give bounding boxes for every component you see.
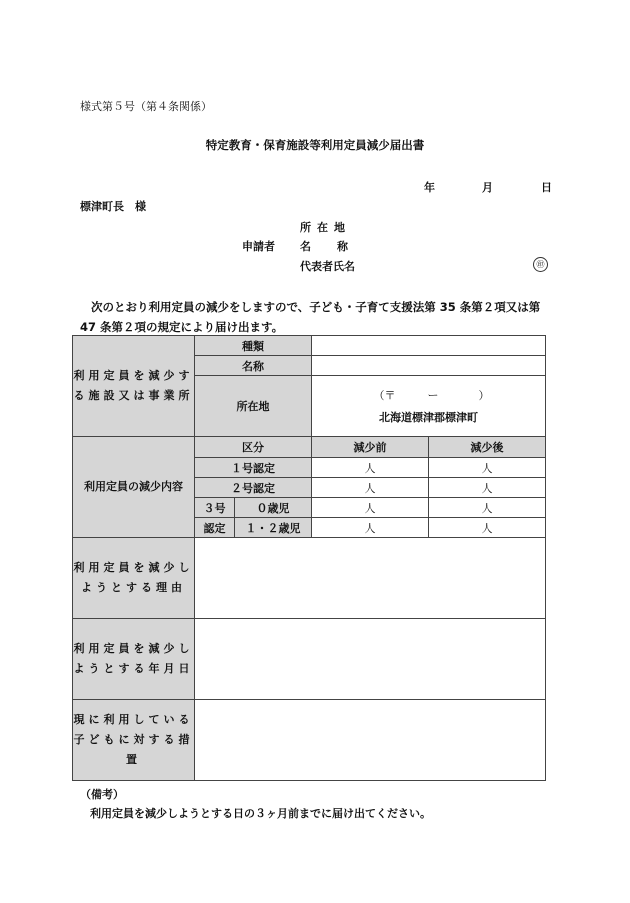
measures-header: 現に利用している子どもに対する措置: [73, 700, 195, 781]
notes-label: （備考）: [80, 788, 124, 801]
notification-form-table: [72, 335, 546, 781]
applicant-name-char-2: 称: [337, 240, 348, 253]
location-value: 北海道標津郡標津町: [379, 411, 478, 424]
age0-label: ０歳児: [235, 498, 312, 518]
age12-before-field[interactable]: 人: [312, 518, 429, 538]
reason-field[interactable]: [195, 538, 546, 619]
age12-label: １・２歳児: [235, 518, 312, 538]
cert1-before-field[interactable]: 人: [312, 458, 429, 478]
cert1-after-field[interactable]: 人: [429, 458, 546, 478]
cert2-before-field[interactable]: 人: [312, 478, 429, 498]
document-title: 特定教育・保育施設等利用定員減少届出書: [205, 138, 425, 152]
applicant-address-label: 所在地: [300, 221, 351, 234]
before-label: 減少前: [312, 437, 429, 458]
date-year-label: 年: [424, 181, 435, 194]
name-field[interactable]: [312, 356, 546, 376]
after-label: 減少後: [429, 437, 546, 458]
addressee: 標津町長 様: [80, 200, 146, 213]
location-field[interactable]: [312, 376, 546, 437]
reason-header: 利用定員を減少しようとする理由: [73, 538, 195, 619]
applicant-name-label: [300, 238, 348, 254]
category-label: 区分: [195, 437, 312, 458]
cert2-label: ２号認定: [195, 478, 312, 498]
age0-before-field[interactable]: 人: [312, 498, 429, 518]
postal-dash: ー: [427, 389, 439, 402]
applicant-name-char-1: 名: [300, 240, 311, 253]
applicant-label: 申請者: [242, 240, 275, 253]
measures-field[interactable]: [195, 700, 546, 781]
age12-after-field[interactable]: 人: [429, 518, 546, 538]
name-label: 名称: [195, 356, 312, 376]
cert3-label-bottom: 認定: [195, 518, 235, 538]
form-number: 様式第５号（第４条関係）: [80, 100, 212, 113]
reduction-date-field[interactable]: [195, 619, 546, 700]
postal-code-line: [312, 387, 545, 403]
reduction-header: 利用定員の減少内容: [73, 437, 195, 538]
seal-mark: ㊞: [533, 257, 548, 272]
cert3-label-top: ３号: [195, 498, 235, 518]
age0-after-field[interactable]: 人: [429, 498, 546, 518]
notes-text: 利用定員を減少しようとする日の３ヶ月前までに届け出てください。: [90, 807, 431, 820]
cert1-label: １号認定: [195, 458, 312, 478]
cert2-after-field[interactable]: 人: [429, 478, 546, 498]
location-label: 所在地: [195, 376, 312, 437]
date-header: 利用定員を減少しようとする年月日: [73, 619, 195, 700]
postal-prefix: （〒: [373, 389, 396, 402]
body-paragraph: 次のとおり利用定員の減少をしますので、子ども・子育て支援法第 35 条第２項又は第 47 条第２項の規定により届け出ます。: [80, 300, 541, 334]
facility-header: 利用定員を減少する施設又は事業所: [73, 336, 195, 437]
kind-label: 種類: [195, 336, 312, 356]
postal-suffix: ）: [478, 389, 490, 402]
kind-field[interactable]: [312, 336, 546, 356]
date-day-label: 日: [541, 181, 552, 194]
representative-label: 代表者氏名: [300, 260, 355, 273]
date-month-label: 月: [482, 181, 493, 194]
